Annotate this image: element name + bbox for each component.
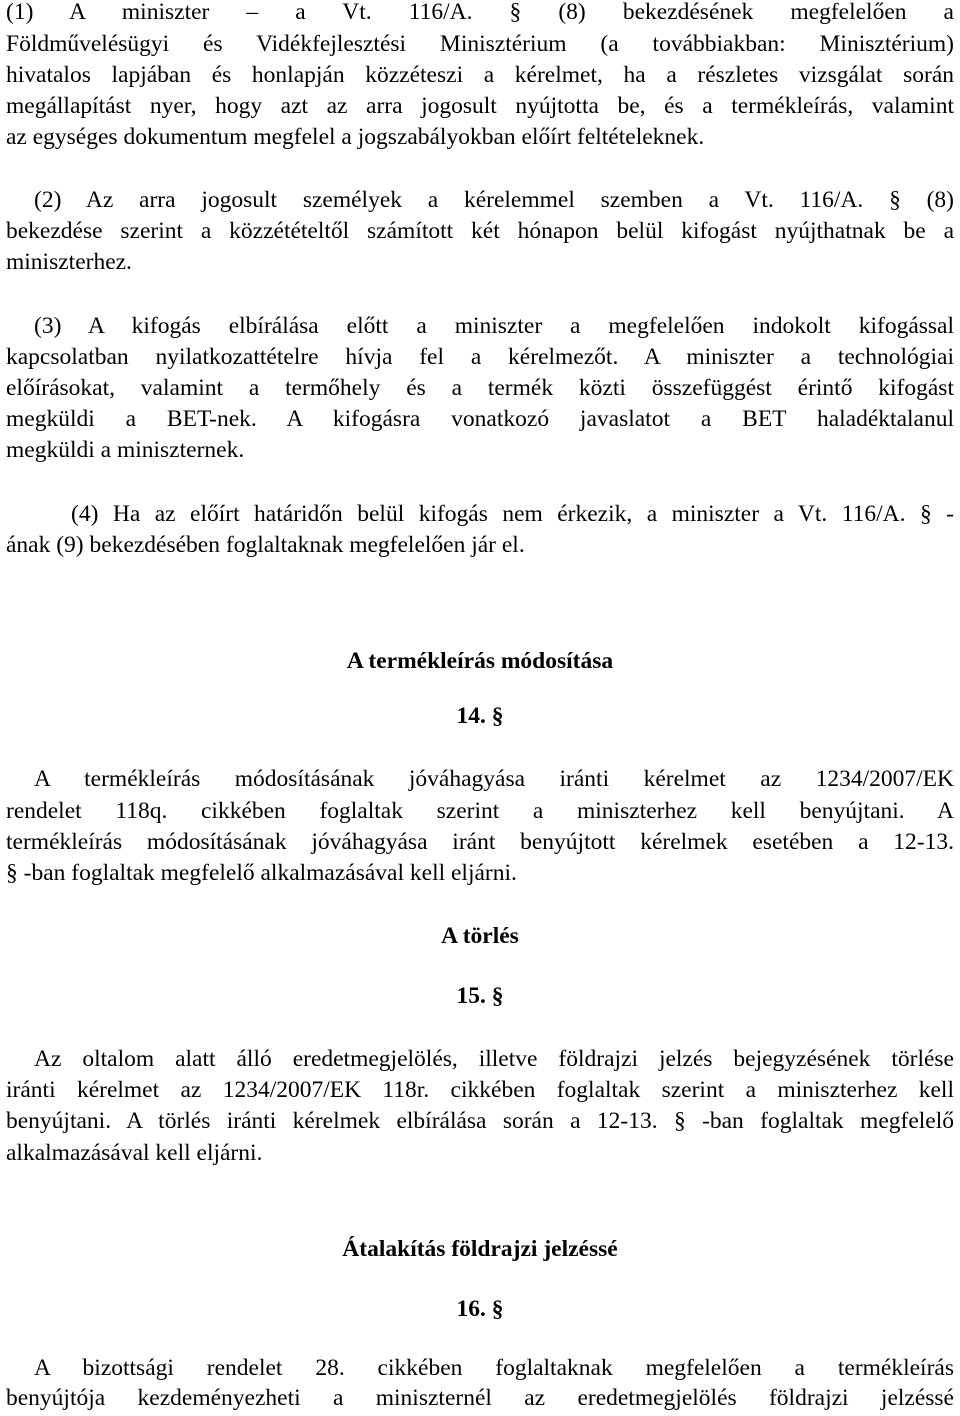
paragraph-3-line-2: kapcsolatban nyilatkozattételre hívja fel a kérelmezőt. A miniszter a technológiai xyxy=(6,344,954,370)
paragraph-4-line-1: (4) Ha az előírt határidőn belül kifogás nem érkezik, a miniszter a Vt. 116/A. § - xyxy=(71,501,954,527)
section-16-line-2: benyújtója kezdeményezheti a miniszternél az eredetmegjelölés földrajzi jelzéssé xyxy=(6,1385,954,1411)
paragraph-3-line-5: megküldi a miniszternek. xyxy=(6,437,245,463)
paragraph-4-line-2: ának (9) bekezdésében foglaltaknak megfelelően jár el. xyxy=(6,532,525,558)
paragraph-2-line-1: (2) Az arra jogosult személyek a kérelemmel szemben a Vt. 116/A. § (8) xyxy=(34,187,954,213)
section-15-heading: A törlés xyxy=(441,923,519,949)
paragraph-3-line-3: előírásokat, valamint a termőhely és a termék közti összefüggést érintő kifogást xyxy=(6,375,954,401)
section-15-line-2: iránti kérelmet az 1234/2007/EK 118r. cikkében foglaltak szerint a miniszterhez kell xyxy=(6,1077,954,1103)
paragraph-2-line-3: miniszterhez. xyxy=(6,249,132,275)
section-15-line-1: Az oltalom alatt álló eredetmegjelölés, illetve földrajzi jelzés bejegyzésének törlése xyxy=(34,1046,954,1072)
paragraph-1-line-5: az egységes dokumentum megfelel a jogszabályokban előírt feltételeknek. xyxy=(6,124,705,150)
paragraph-3-line-4: megküldi a BET-nek. A kifogásra vonatkozó javaslatot a BET haladéktalanul xyxy=(6,406,954,432)
paragraph-1-line-4: megállapítást nyer, hogy azt az arra jogosult nyújtotta be, és a termékleírás, valamint xyxy=(6,93,954,119)
section-16-line-1: A bizottsági rendelet 28. cikkében foglaltaknak megfelelően a termékleírás xyxy=(34,1355,954,1381)
section-15-line-4: alkalmazásával kell eljárni. xyxy=(6,1140,263,1166)
section-16-heading: Átalakítás földrajzi jelzéssé xyxy=(342,1236,618,1262)
paragraph-2-line-2: bekezdése szerint a közzétételtől számított két hónapon belül kifogást nyújthatnak be a xyxy=(6,218,954,244)
section-14-heading: A termékleírás módosítása xyxy=(346,648,614,674)
section-14-number: 14. § xyxy=(456,703,504,729)
section-14-line-4: § -ban foglaltak megfelelő alkalmazásával kell eljárni. xyxy=(6,860,517,886)
section-14-line-2: rendelet 118q. cikkében foglaltak szerint a miniszterhez kell benyújtani. A xyxy=(6,798,954,824)
section-14-line-1: A termékleírás módosításának jóváhagyása iránti kérelmet az 1234/2007/EK xyxy=(34,766,954,792)
section-15-number: 15. § xyxy=(456,983,504,1009)
section-14-line-3: termékleírás módosításának jóváhagyása iránt benyújtott kérelmek esetében a 12-13. xyxy=(6,829,954,855)
paragraph-1-line-2: Földművelésügyi és Vidékfejlesztési Minisztérium (a továbbiakban: Minisztérium) xyxy=(6,31,954,57)
section-16-number: 16. § xyxy=(456,1296,504,1322)
paragraph-1-line-1: (1) A miniszter – a Vt. 116/A. § (8) bekezdésének megfelelően a xyxy=(6,0,954,25)
section-15-line-3: benyújtani. A törlés iránti kérelmek elbírálása során a 12-13. § -ban foglaltak megfelelő xyxy=(6,1108,954,1134)
paragraph-1-line-3: hivatalos lapjában és honlapján közzéteszi a kérelmet, ha a részletes vizsgálat során xyxy=(6,62,954,88)
paragraph-3-line-1: (3) A kifogás elbírálása előtt a miniszter a megfelelően indokolt kifogással xyxy=(34,313,954,339)
